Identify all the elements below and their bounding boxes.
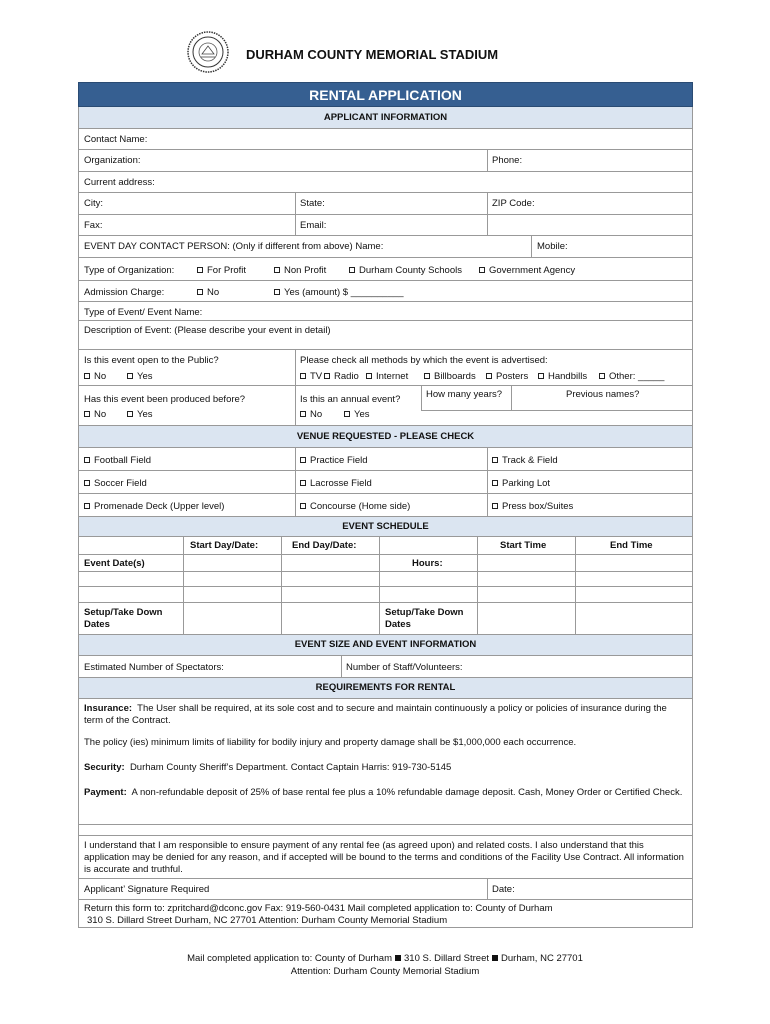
- contact-name-label: Contact Name:: [84, 134, 148, 145]
- event-start-time-cell[interactable]: [477, 587, 575, 602]
- phone-label: Phone:: [492, 155, 523, 166]
- return-info: [78, 900, 693, 928]
- ad-other[interactable]: Other: _____: [599, 371, 664, 382]
- org-type-durham-schools[interactable]: Durham County Schools: [349, 265, 462, 276]
- annual-no-checkbox[interactable]: No: [300, 409, 322, 420]
- checkbox-icon: [127, 373, 133, 379]
- organization-label: Organization:: [84, 155, 141, 166]
- checkbox-icon: [84, 480, 90, 486]
- state-field[interactable]: [295, 193, 487, 214]
- city-label: City:: [84, 198, 103, 209]
- checkbox-icon: [300, 457, 306, 463]
- admission-no-checkbox[interactable]: No: [197, 287, 219, 298]
- how-many-years-label: How many years?: [426, 389, 503, 400]
- fax-label: Fax:: [84, 220, 103, 231]
- how-many-years-field[interactable]: [421, 386, 511, 411]
- checkbox-icon: [479, 267, 485, 273]
- setup-start-time-cell[interactable]: [477, 603, 575, 634]
- square-bullet-icon: [492, 955, 498, 961]
- public-no-checkbox[interactable]: No: [84, 371, 106, 382]
- date-label: Date:: [492, 884, 515, 895]
- type-of-event-field[interactable]: [78, 302, 693, 321]
- stadium-title: DURHAM COUNTY MEMORIAL STADIUM: [246, 47, 499, 62]
- venue-promenade-deck[interactable]: Promenade Deck (Upper level): [84, 501, 224, 512]
- state-label: State:: [300, 198, 325, 209]
- type-of-event-label: Type of Event/ Event Name:: [84, 307, 203, 318]
- page-header: [186, 30, 606, 76]
- phone-field[interactable]: [487, 150, 692, 171]
- venue-lacrosse-field[interactable]: Lacrosse Field: [300, 478, 372, 489]
- hours-label: Hours:: [412, 558, 443, 569]
- contact-name-field[interactable]: [78, 129, 693, 150]
- checkbox-icon: [599, 373, 605, 379]
- previous-names-field[interactable]: [511, 386, 692, 411]
- checkbox-icon: [424, 373, 430, 379]
- footer-line-2: Attention: Durham County Memorial Stadium: [290, 966, 480, 977]
- produced-yes-checkbox[interactable]: Yes: [127, 409, 153, 420]
- annual-event-label: Is this an annual event?: [300, 394, 401, 405]
- date-field[interactable]: [487, 879, 692, 899]
- form-title: RENTAL APPLICATION: [78, 82, 693, 107]
- email-label: Email:: [300, 220, 327, 231]
- mobile-field[interactable]: [531, 236, 692, 257]
- security-paragraph: Security: Durham County Sheriff’s Department. Contact Captain Harris: 919-730-5145: [84, 762, 452, 773]
- checkbox-icon: [300, 480, 306, 486]
- checkbox-icon: [492, 457, 498, 463]
- current-address-field[interactable]: [78, 172, 693, 193]
- admission-yes-checkbox[interactable]: Yes (amount) $ __________: [274, 287, 404, 298]
- event-start-time-cell[interactable]: [477, 572, 575, 586]
- checkbox-icon: [84, 503, 90, 509]
- end-time-header: End Time: [610, 540, 653, 551]
- event-end-date-cell[interactable]: [281, 587, 379, 602]
- checkbox-icon: [300, 373, 306, 379]
- square-bullet-icon: [395, 955, 401, 961]
- event-start-date-cell[interactable]: [183, 572, 281, 586]
- admission-charge-label: Admission Charge:: [84, 287, 165, 298]
- venue-concourse[interactable]: Concourse (Home side): [300, 501, 410, 512]
- checkbox-icon: [492, 503, 498, 509]
- footer-address-b: 310 S. Dillard Street: [404, 953, 490, 964]
- checkbox-icon: [486, 373, 492, 379]
- checkbox-icon: [197, 267, 203, 273]
- start-time-header: Start Time: [500, 540, 547, 551]
- insurance-paragraph: Insurance: The User shall be required, at its sole cost and to secure and maintain continuously a policy or policies of insurance during the term of the Contract.: [84, 703, 667, 726]
- event-end-date-cell[interactable]: [281, 555, 379, 571]
- checkbox-icon: [344, 411, 350, 417]
- checkbox-icon: [84, 373, 90, 379]
- org-type-for-profit[interactable]: For Profit: [197, 265, 246, 276]
- checkbox-icon: [197, 289, 203, 295]
- return-line-2: 310 S. Dillard Street Durham, NC 27701 Attention: Durham County Memorial Stadium: [87, 915, 448, 926]
- type-of-org-label: Type of Organization:: [84, 265, 175, 276]
- checkbox-icon: [300, 503, 306, 509]
- ad-internet[interactable]: Internet: [366, 371, 408, 382]
- event-start-date-cell[interactable]: [183, 555, 281, 571]
- start-day-header: Start Day/Date:: [190, 540, 259, 551]
- agreement-block: [78, 835, 693, 879]
- agreement-text: I understand that I am responsible to ensure payment of any rental fee (as agreed upon) and related costs. I also understand that this application may be denied for any reason, and if accepted will be bound to the terms and conditions of the Facility Use Contract. All information is accurate and truthful.: [84, 840, 684, 875]
- end-day-header: End Day/Date:: [292, 540, 357, 551]
- venue-track-field[interactable]: Track & Field: [492, 455, 558, 466]
- section-applicant: APPLICANT INFORMATION: [78, 107, 693, 129]
- checkbox-icon: [538, 373, 544, 379]
- event-day-contact-label: EVENT DAY CONTACT PERSON: (Only if different from above) Name:: [84, 241, 384, 252]
- section-schedule: EVENT SCHEDULE: [78, 517, 693, 537]
- current-address-label: Current address:: [84, 177, 155, 188]
- venue-parking-lot[interactable]: Parking Lot: [492, 478, 550, 489]
- policy-paragraph: The policy (ies) minimum limits of liability for bodily injury and property damage shall be $1,000,000 each occurrence.: [84, 737, 577, 748]
- spectators-label: Estimated Number of Spectators:: [84, 662, 224, 673]
- checkbox-icon: [300, 411, 306, 417]
- rental-application-form: [78, 82, 693, 928]
- checkbox-icon: [324, 373, 330, 379]
- event-start-time-cell[interactable]: [477, 555, 575, 571]
- setup-end-time-cell[interactable]: [575, 603, 692, 634]
- ad-billboards[interactable]: Billboards: [424, 371, 476, 382]
- return-line-1: Return this form to: zpritchard@dconc.gov Fax: 919-560-0431 Mail completed application to: County of Durham: [84, 903, 553, 914]
- checkbox-icon: [84, 457, 90, 463]
- previous-names-label: Previous names?: [566, 389, 640, 400]
- checkbox-icon: [349, 267, 355, 273]
- ad-handbills[interactable]: Handbills: [538, 371, 587, 382]
- ad-radio[interactable]: Radio: [324, 371, 359, 382]
- event-end-date-cell[interactable]: [281, 572, 379, 586]
- event-dates-label: Event Date(s): [84, 558, 145, 569]
- open-public-label: Is this event open to the Public?: [84, 355, 219, 366]
- checkbox-icon: [127, 411, 133, 417]
- zip-label: ZIP Code:: [492, 198, 535, 209]
- produced-no-checkbox[interactable]: No: [84, 409, 106, 420]
- venue-football-field[interactable]: Football Field: [84, 455, 151, 466]
- checkbox-icon: [274, 289, 280, 295]
- checkbox-icon: [366, 373, 372, 379]
- description-label: Description of Event: (Please describe your event in detail): [84, 325, 331, 336]
- checkbox-icon: [84, 411, 90, 417]
- zip-field[interactable]: [487, 193, 692, 214]
- requirements-block: [78, 699, 693, 825]
- setup-dates-right-label: Setup/Take Down Dates: [385, 607, 464, 630]
- footer-line-1: [0, 953, 770, 964]
- event-end-time-cell[interactable]: [575, 555, 692, 571]
- section-venue: VENUE REQUESTED - PLEASE CHECK: [78, 426, 693, 448]
- staff-field[interactable]: [341, 656, 692, 677]
- ad-posters[interactable]: Posters: [486, 371, 528, 382]
- venue-practice-field[interactable]: Practice Field: [300, 455, 368, 466]
- public-yes-checkbox[interactable]: Yes: [127, 371, 153, 382]
- section-size: EVENT SIZE AND EVENT INFORMATION: [78, 635, 693, 656]
- county-seal-icon: [186, 30, 230, 74]
- footer-address-a: Mail completed application to: County of Durham: [187, 953, 392, 964]
- email-field[interactable]: [295, 215, 487, 235]
- setup-start-cell[interactable]: [183, 603, 281, 634]
- signature-label: Applicant’ Signature Required: [84, 884, 210, 895]
- spacer: [78, 825, 693, 835]
- event-start-date-cell[interactable]: [183, 587, 281, 602]
- section-requirements: REQUIREMENTS FOR RENTAL: [78, 678, 693, 699]
- venue-press-box[interactable]: Press box/Suites: [492, 501, 573, 512]
- setup-dates-label: Setup/Take Down Dates: [84, 607, 163, 630]
- description-field[interactable]: [78, 321, 693, 350]
- footer-address-c: Durham, NC 27701: [501, 953, 583, 964]
- event-end-time-cell[interactable]: [575, 572, 692, 586]
- event-end-time-cell[interactable]: [575, 587, 692, 602]
- staff-label: Number of Staff/Volunteers:: [346, 662, 463, 673]
- checkbox-icon: [492, 480, 498, 486]
- ad-tv[interactable]: TV: [300, 371, 322, 382]
- org-type-non-profit[interactable]: Non Profit: [274, 265, 326, 276]
- checkbox-icon: [274, 267, 280, 273]
- org-type-government[interactable]: Government Agency: [479, 265, 575, 276]
- blank-cell: [487, 215, 692, 235]
- venue-soccer-field[interactable]: Soccer Field: [84, 478, 147, 489]
- produced-before-label: Has this event been produced before?: [84, 394, 246, 405]
- mobile-label: Mobile:: [537, 241, 568, 252]
- advertised-label: Please check all methods by which the event is advertised:: [300, 355, 548, 366]
- setup-end-cell[interactable]: [281, 603, 379, 634]
- annual-yes-checkbox[interactable]: Yes: [344, 409, 370, 420]
- payment-paragraph: Payment: A non-refundable deposit of 25% of base rental fee plus a 10% refundable damage deposit. Cash, Money Order or Certified Check.: [84, 787, 683, 798]
